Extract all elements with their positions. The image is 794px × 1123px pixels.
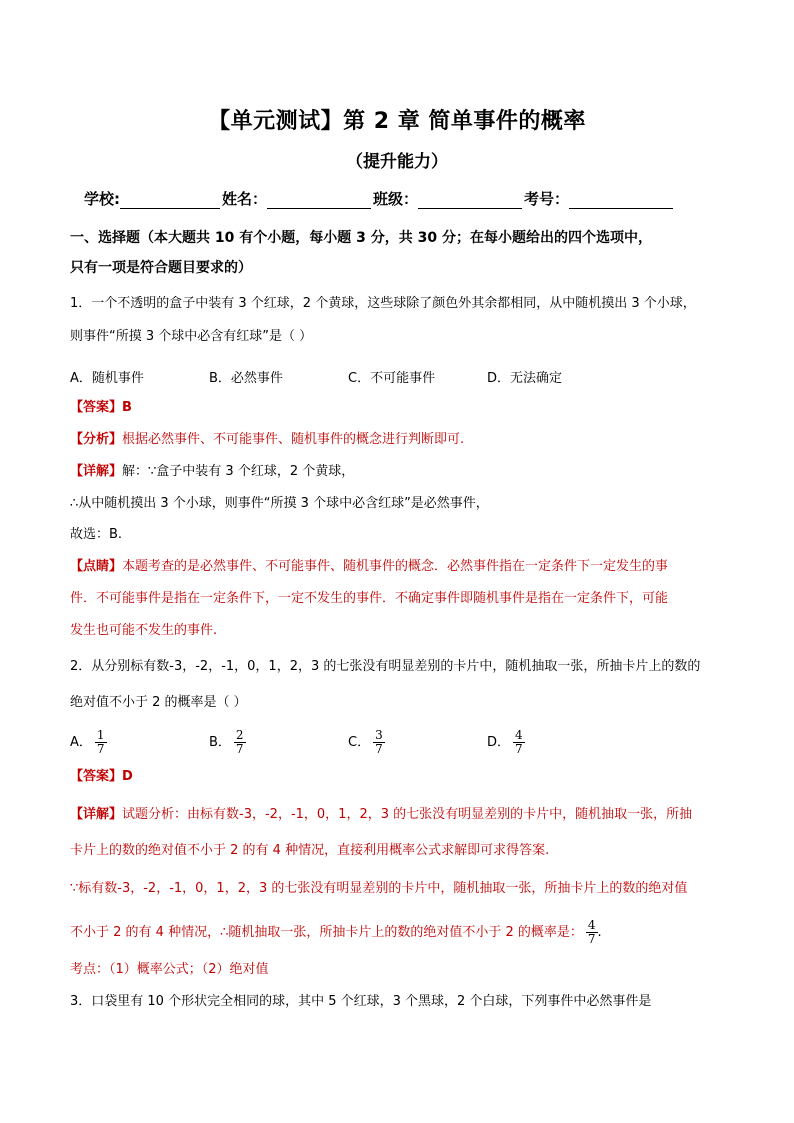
- q1-analysis-tag: 【分析】: [70, 432, 123, 447]
- q1-detail-text1: 解：∵盒子中装有 3 个红球，2 个黄球，: [122, 464, 355, 479]
- class-label: 班级：: [373, 190, 419, 208]
- q2-answer-tag: 【答案】: [70, 769, 123, 784]
- q1-analysis-text: 根据必然事件、不可能事件、随机事件的概念进行判断即可.: [122, 432, 465, 447]
- q1-detail-line2: ∴从中随机摸出 3 个小球，则事件“所摸 3 个球中必含红球”是必然事件，: [70, 496, 489, 511]
- q1-option-b: B．必然事件: [209, 371, 283, 386]
- fraction-denominator: 7: [587, 932, 596, 946]
- q1-stem-line1: 1．一个不透明的盒子中装有 3 个红球，2 个黄球，这些球除了颜色外其余都相同，从中随机摸出 3 个小球，: [70, 296, 696, 311]
- q2-option-d-label: D．: [487, 735, 511, 750]
- q1-detail-line3: 故选：B.: [70, 527, 123, 542]
- q1-detail-tag: 【详解】: [70, 464, 123, 479]
- fraction-numerator: 1: [96, 728, 105, 742]
- class-blank: [418, 191, 522, 209]
- q2-detail-text4: 不小于 2 的有 4 种情况，∴随机抽取一张，所抽卡片上的数的绝对值不小于 2 的概率是：: [70, 925, 583, 940]
- q1-comment-line3: 发生也可能不发生的事件.: [70, 623, 218, 638]
- exam-no-blank: [569, 191, 673, 209]
- name-label: 姓名：: [222, 190, 268, 208]
- fraction-numerator: 3: [375, 728, 383, 742]
- q1-comment-line2: 件．不可能事件是指在一定条件下，一定不发生的事件．不确定事件即随机事件是指在一定条件下，可能: [70, 591, 669, 606]
- q2-option-b: [209, 729, 246, 756]
- q1-comment-line1: [70, 558, 730, 576]
- q2-detail-line4: [70, 919, 730, 947]
- q2-option-a-label: A．: [70, 735, 92, 750]
- q2-option-b-label: B．: [209, 735, 231, 750]
- document-title: 【单元测试】第 2 章 简单事件的概率: [208, 109, 586, 134]
- student-info-row: [84, 188, 724, 209]
- q2-option-b-fraction: [234, 729, 246, 756]
- q1-answer-tag: 【答案】: [70, 400, 123, 415]
- q2-option-c-label: C．: [348, 735, 371, 750]
- section-heading-line1: 一、选择题（本大题共 10 有个小题，每小题 3 分，共 30 分；在每小题给出的四个选项中，: [70, 230, 652, 246]
- q1-stem-line2: 则事件“所摸 3 个球中必含有红球”是（ ）: [70, 329, 313, 344]
- q2-option-c-fraction: [373, 729, 385, 756]
- q2-detail-line1: [70, 806, 730, 824]
- document-subtitle: （提升能力）: [346, 152, 448, 172]
- name-blank: [267, 191, 371, 209]
- fraction-numerator: 2: [235, 728, 244, 742]
- q2-detail-tag: 【详解】: [70, 807, 123, 822]
- section-heading-line2: 只有一项是符合题目要求的）: [70, 260, 252, 276]
- q3-stem-line1: 3．口袋里有 10 个形状完全相同的球，其中 5 个红球，3 个黑球，2 个白球，下列事件中必然事件是: [70, 994, 652, 1009]
- q2-detail-text1: 试题分析：由标有数-3，-2，-1，0，1，2，3 的七张没有明显差别的卡片中，随机抽取一张，所抽: [122, 807, 693, 822]
- fraction-denominator: 7: [235, 742, 244, 756]
- q2-result-fraction: [586, 919, 598, 946]
- q1-answer: [70, 399, 730, 417]
- q1-option-d: D．无法确定: [487, 371, 563, 386]
- q1-answer-value: B: [122, 400, 132, 415]
- q2-option-a-fraction: [95, 729, 107, 756]
- fraction-denominator: 7: [515, 742, 523, 756]
- fraction-numerator: 4: [587, 918, 596, 932]
- q1-detail-line1: [70, 463, 730, 481]
- q1-comment-text1: 本题考查的是必然事件、不可能事件、随机事件的概念．必然事件指在一定条件下一定发生的事: [122, 559, 669, 574]
- exam-no-label: 考号：: [524, 190, 570, 208]
- q2-detail-line2: 卡片上的数的绝对值不小于 2 的有 4 种情况，直接利用概率公式求解即可求得答案.: [70, 843, 550, 858]
- q1-comment-tag: 【点睛】: [70, 559, 123, 574]
- q2-stem-line2: 绝对值不小于 2 的概率是（ ）: [70, 695, 247, 710]
- fraction-denominator: 7: [375, 742, 383, 756]
- q2-stem-line1: 2．从分别标有数-3，-2，-1，0，1，2，3 的七张没有明显差别的卡片中，随机抽取一张，所抽卡片上的数的: [70, 659, 701, 674]
- q1-option-c: C．不可能事件: [348, 371, 436, 386]
- q2-options: [70, 729, 730, 759]
- q2-answer-value: D: [122, 769, 133, 784]
- q2-answer: [70, 768, 730, 786]
- q1-options: [70, 367, 730, 387]
- fraction-denominator: 7: [96, 742, 105, 756]
- school-label: 学校:: [84, 190, 120, 208]
- q2-detail-line3: ∵标有数-3，-2，-1，0，1，2，3 的七张没有明显差别的卡片中，随机抽取一张，所抽卡片上的数的绝对值: [70, 881, 688, 896]
- q2-result-period: .: [597, 925, 602, 940]
- q2-option-a: [70, 729, 107, 756]
- q1-analysis: [70, 431, 730, 449]
- q2-option-d-fraction: [513, 729, 525, 756]
- q2-option-c: [348, 729, 385, 756]
- school-blank: [120, 191, 220, 209]
- q2-option-d: [487, 729, 525, 756]
- q2-kaodian: 考点：（1）概率公式；（2）绝对值: [70, 962, 269, 977]
- fraction-numerator: 4: [515, 728, 523, 742]
- q1-option-a: A．随机事件: [70, 371, 144, 386]
